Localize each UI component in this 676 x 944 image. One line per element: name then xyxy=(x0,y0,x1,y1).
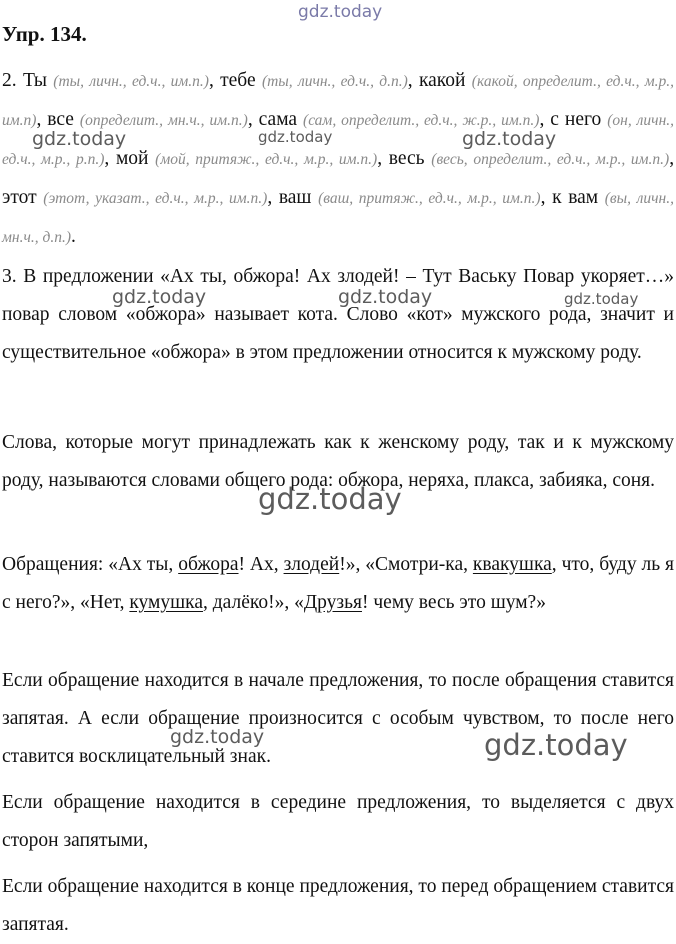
grammar-note: (ваш, притяж., ед.ч., м.р., им.п.) xyxy=(318,190,541,207)
grammar-note: (какой, определит., ед.ч., м.р., им.п) xyxy=(2,73,675,129)
watermark: gdz.today xyxy=(258,128,333,146)
word: мой xyxy=(115,148,149,169)
common-gender-paragraph: Слова, которые могут принадлежать как к женскому роду, так и к мужскому роду, называются словами общего рода: обжора, неряха, плакса, забияка, соня. xyxy=(2,432,674,491)
grammar-note: (этот, указат., ед.ч., м.р., им.п.) xyxy=(43,190,268,207)
grammar-note: (вы, личн., мн.ч., д.п.) xyxy=(2,190,674,246)
grammar-note: (определит., мн.ч., им.п.) xyxy=(79,112,248,129)
watermark-top: gdz.today xyxy=(298,2,383,22)
text: ! Ах, xyxy=(238,554,284,575)
underlined-address: квакушка xyxy=(472,554,552,575)
watermark: gdz.today xyxy=(564,290,639,308)
word: Ты xyxy=(22,70,47,91)
underlined-address: кумушка xyxy=(129,592,203,613)
word: ваш xyxy=(278,187,312,208)
rule-middle-paragraph: Если обращение находится в середине предложения, то выделяется с двух сторон запятыми, xyxy=(2,792,674,851)
word: какой xyxy=(418,70,466,91)
word: сама xyxy=(258,109,298,130)
watermark: gdz.today xyxy=(112,286,207,308)
grammar-note: (сам, определит., ед.ч., ж.р., им.п.) xyxy=(303,112,540,129)
grammar-note: (ты, личн., ед.ч., им.п.) xyxy=(53,73,209,90)
section-2-paragraph: 2. Ты (ты, личн., ед.ч., им.п.), тебе (ты, личн., ед.ч., д.п.), какой (какой, определит., ед.ч., м.р., им.п), все (определит., мн.ч., им.п.), сама (сам, определит., ед.ч., ж.р., им.п.), с него (он, личн., ед.ч., м.р., р.п.), мой (мой, притяж., ед.ч., м.р., им.п.), весь (весь, определит., ед.ч., м.р., им.п.), этот (этот, указат., ед.ч., м.р., им.п.), ваш (ваш, притяж., ед.ч., м.р., им.п.), к вам (вы, личн., мн.ч., д.п.). xyxy=(2,70,675,247)
text: ! чему весь это шум?» xyxy=(361,592,546,613)
watermark: gdz.today xyxy=(258,482,402,516)
grammar-note: (он, личн., ед.ч., м.р., р.п.) xyxy=(2,112,675,168)
grammar-note: (весь, определит., ед.ч., м.р., им.п.) xyxy=(431,151,670,168)
watermark: gdz.today xyxy=(338,286,433,308)
grammar-note: (ты, личн., ед.ч., д.п.) xyxy=(261,73,408,90)
text: , далёко!», « xyxy=(202,592,304,613)
watermark: gdz.today xyxy=(462,128,557,150)
word: к вам xyxy=(552,187,599,208)
word: все xyxy=(47,109,74,130)
text: Обращения: «Ах ты, xyxy=(2,554,179,575)
word: весь xyxy=(388,148,425,169)
underlined-address: Друзья xyxy=(303,592,362,613)
rule-start-paragraph: Если обращение находится в начале предложения, то после обращения ставится запятая. А если обращение произносится с особым чувством, то после него ставится восклицательный знак. xyxy=(2,670,674,767)
word: тебе xyxy=(220,70,256,91)
text: !», «Смотри-ка, xyxy=(339,554,473,575)
section-2-number: 2. xyxy=(2,70,17,91)
word: этот xyxy=(2,187,37,208)
underlined-address: злодей xyxy=(283,554,340,575)
underlined-address: обжора xyxy=(178,554,239,575)
watermark: gdz.today xyxy=(484,728,628,762)
grammar-note: (мой, притяж., ед.ч., м.р., им.п.) xyxy=(155,151,378,168)
text: , что, буду ль я с него?», «Нет, xyxy=(2,554,675,613)
rule-end-paragraph: Если обращение находится в конце предложения, то перед обращением ставится запятая. xyxy=(2,876,674,935)
word: с него xyxy=(550,109,602,130)
watermark: gdz.today xyxy=(32,128,127,150)
watermark: gdz.today xyxy=(170,726,265,748)
exercise-title: Упр. 134. xyxy=(2,22,87,46)
section-3-paragraph: 3. В предложении «Ах ты, обжора! Ах злодей! – Тут Ваську Повар укоряет…» повар словом «обжора» называет кота. Слово «кот» мужского рода, значит и существительное «обжора» в этом предложении относится к мужскому роду. xyxy=(2,266,674,363)
address-examples-paragraph xyxy=(2,546,674,622)
